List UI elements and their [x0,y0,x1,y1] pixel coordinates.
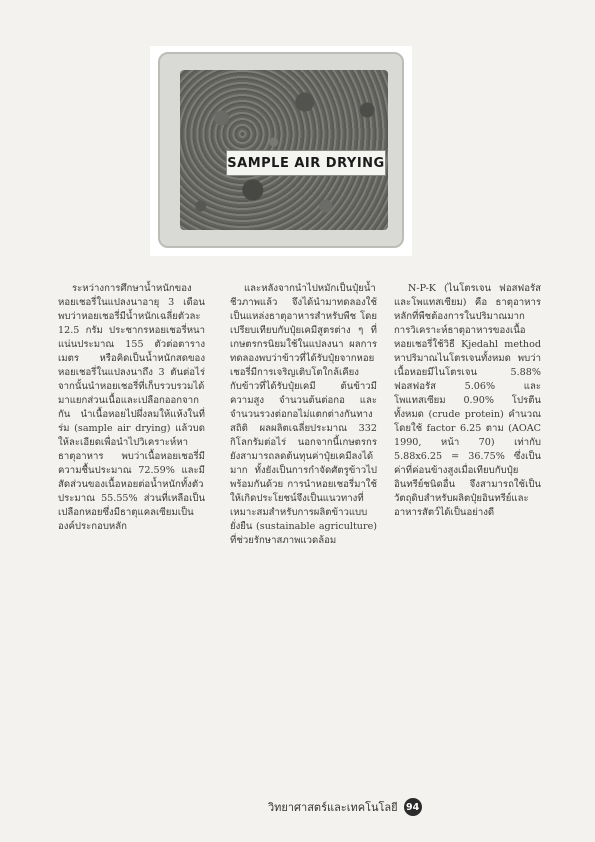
text-column-1 [58,282,205,774]
column-3-paragraph: N-P-K (ไนโตรเจน ฟอสฟอรัส และโพแทสเซียม) คือ ธาตุอาหารหลักที่พืชต้องการในปริมาณมาก การวิเคราะห์ธาตุอาหารของเนื้อหอยเชอรี่ใช้วิธี Kjedahl method หาปริมาณไนโตรเจนทั้งหมด พบว่าเนื้อหอยมีไนโตรเจน 5.88% ฟอสฟอรัส 5.06% และโพแทสเซียม 0.90% โปรตีนทั้งหมด (crude protein) คำนวณโดยใช้ factor 6.25 ตาม (AOAC 1990, หน้า 70) เท่ากับ 5.88x6.25 = 36.75% ซึ่งเป็นค่าที่ค่อนข้างสูงเมื่อเทียบกับปุ๋ยอินทรีย์ชนิดอื่น จึงสามารถใช้เป็นวัตถุดิบสำหรับผลิตปุ๋ยอินทรีย์และอาหารสัตว์ได้เป็นอย่างดี [394,283,541,518]
text-column-3 [394,282,541,767]
page-footer [268,797,422,817]
text-column-2 [230,282,377,774]
column-1-paragraph: ระหว่างการศึกษาน้ำหนักของหอยเชอรี่ในแปลงนาอายุ 3 เดือน พบว่าหอยเชอรี่มีน้ำหนักเฉลี่ยตัวละ 12.5 กรัม ประชากรหอยเชอรี่หนาแน่นประมาณ 155 ตัวต่อตารางเมตร หรือคิดเป็นน้ำหนักสดของหอยเชอรี่ในแปลงนาถึง 3 ตันต่อไร่ จากนั้นนำหอยเชอรี่ที่เก็บรวบรวมได้มาแยกส่วนเนื้อและเปลือกออกจากกัน นำเนื้อหอยไปผึ่งลมให้แห้งในที่ร่ม (sample air drying) แล้วบดให้ละเอียดเพื่อนำไปวิเคราะห์หาธาตุอาหาร พบว่าเนื้อหอยเชอรี่มีความชื้นประมาณ 72.59% และมีสัดส่วนของเนื้อหอยต่อน้ำหนักทั้งตัวประมาณ 55.55% ส่วนที่เหลือเป็นเปลือกหอยซึ่งมีธาตุแคลเซียมเป็นองค์ประกอบหลัก [58,283,205,532]
sample-label: SAMPLE AIR DRYING [226,150,386,176]
journal-title: วิทยาศาสตร์และเทคโนโลยี [268,801,398,814]
photo-figure [150,46,412,256]
column-2-paragraph: และหลังจากนำไปหมักเป็นปุ๋ยน้ำชีวภาพแล้ว จึงได้นำมาทดลองใช้เป็นแหล่งธาตุอาหารสำหรับพืช โดยเปรียบเทียบกับปุ๋ยเคมีสูตรต่าง ๆ ที่เกษตรกรนิยมใช้ในแปลงนา ผลการทดลองพบว่าข้าวที่ได้รับปุ๋ยจากหอยเชอรี่มีการเจริญเติบโตใกล้เคียงกับข้าวที่ได้รับปุ๋ยเคมี ต้นข้าวมีความสูง จำนวนต้นต่อกอ และจำนวนรวงต่อกอไม่แตกต่างกันทางสถิติ ผลผลิตเฉลี่ยประมาณ 332 กิโลกรัมต่อไร่ นอกจากนี้เกษตรกรยังสามารถลดต้นทุนค่าปุ๋ยเคมีลงได้มาก ทั้งยังเป็นการกำจัดศัตรูข้าวไปพร้อมกันด้วย การนำหอยเชอรี่มาใช้ให้เกิดประโยชน์จึงเป็นแนวทางที่เหมาะสมสำหรับการผลิตข้าวแบบยั่งยืน (sustainable agriculture) ที่ช่วยรักษาสภาพแวดล้อม [230,283,377,546]
page-number-badge: 94 [404,798,422,816]
